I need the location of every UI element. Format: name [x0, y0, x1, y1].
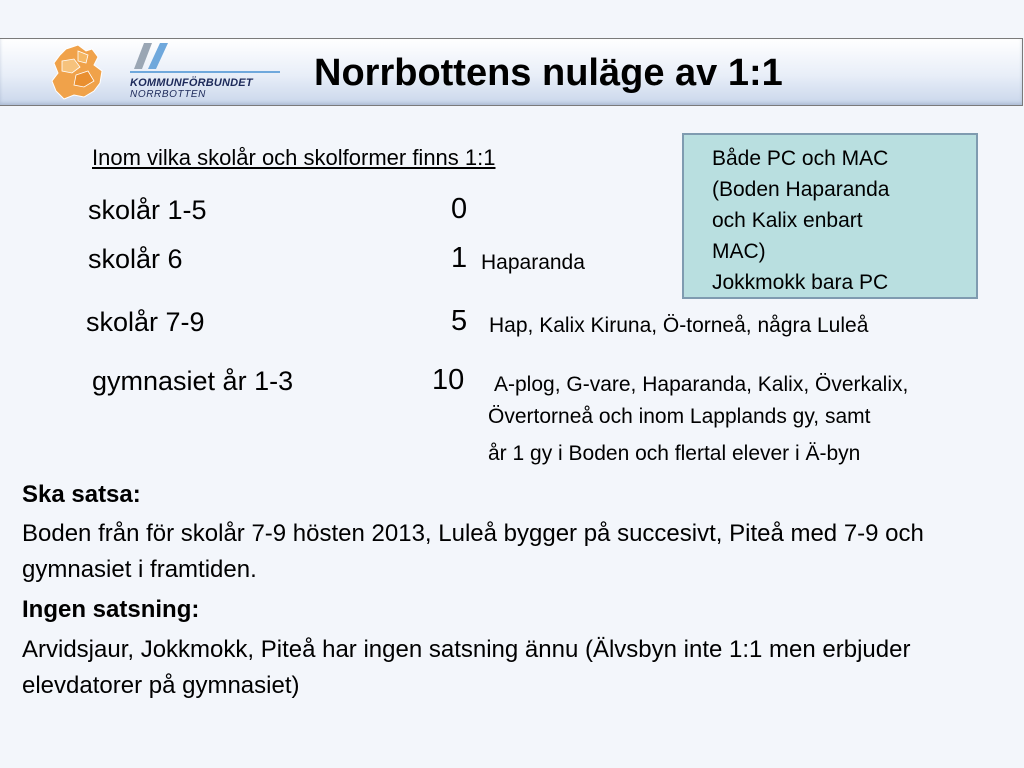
row-label: skolår 1-5 — [88, 195, 207, 225]
row-note-continued: Övertorneå och inom Lapplands gy, samt — [488, 405, 871, 428]
platform-info-box — [682, 133, 978, 299]
row-note: Haparanda — [481, 251, 585, 274]
table-subtitle: Inom vilka skolår och skolformer finns 1:1 — [92, 145, 496, 170]
kommunforbundet-logo — [48, 41, 288, 103]
row-note: Hap, Kalix Kiruna, Ö-torneå, några Luleå — [489, 314, 869, 337]
logo-text-line2: NORRBOTTEN — [130, 89, 206, 100]
info-line: (Boden Haparanda — [712, 178, 890, 201]
row-count: 0 — [451, 193, 468, 225]
page-title: Norrbottens nuläge av 1:1 — [314, 52, 783, 94]
info-line: Både PC och MAC — [712, 147, 889, 170]
row-count: 10 — [432, 364, 465, 396]
logo-text-line1: KOMMUNFÖRBUNDET — [130, 77, 253, 89]
info-line: MAC) — [712, 240, 766, 263]
row-note: A-plog, G-vare, Haparanda, Kalix, Överkalix, — [494, 373, 909, 396]
row-count: 1 — [451, 242, 468, 274]
row-note-continued: år 1 gy i Boden och flertal elever i Ä-byn — [488, 442, 861, 465]
row-label: skolår 6 — [88, 244, 183, 274]
header-bar — [0, 38, 1023, 106]
row-count: 5 — [451, 305, 468, 337]
row-label: skolår 7-9 — [86, 307, 205, 337]
info-line: och Kalix enbart — [712, 209, 863, 232]
row-label: gymnasiet år 1-3 — [92, 366, 294, 396]
section-heading-ska-satsa: Ska satsa: — [22, 481, 141, 508]
info-line: Jokkmokk bara PC — [712, 271, 889, 294]
section-body-ingen-satsning: Arvidsjaur, Jokkmokk, Piteå har ingen satsning ännu (Älvsbyn inte 1:1 men erbjuder elevdatorer på gymnasiet) — [22, 636, 911, 699]
section-heading-ingen-satsning: Ingen satsning: — [22, 596, 200, 623]
section-body-ska-satsa: Boden från för skolår 7-9 hösten 2013, Luleå bygger på succesivt, Piteå med 7-9 och gymnasiet i framtiden. — [22, 520, 924, 583]
